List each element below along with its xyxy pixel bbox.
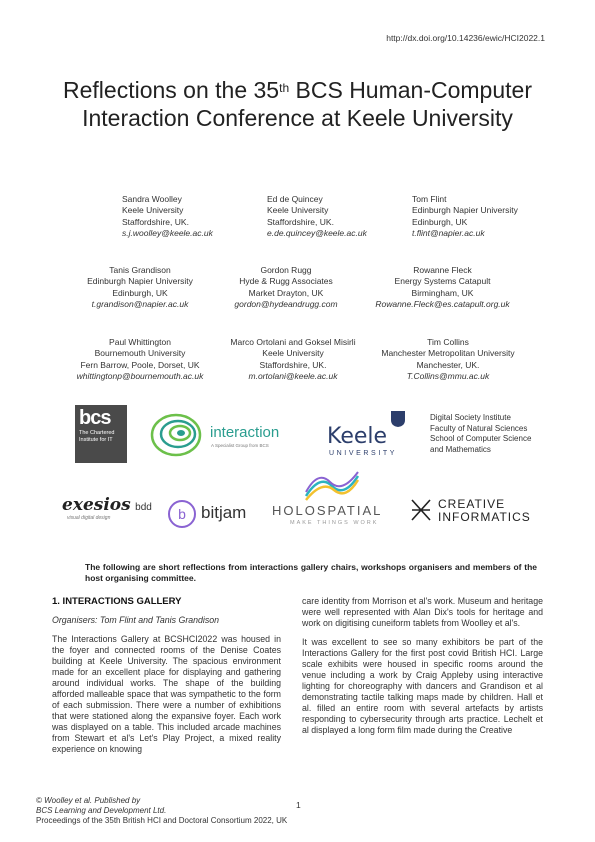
holospatial-wave-icon bbox=[302, 470, 362, 502]
body-paragraph: care identity from Morrison et al's work. Museum and heritage were well represented with Alan Dix's tools for heritage and work on digitising cuneiform tablets from Woolley et al's. bbox=[302, 596, 543, 628]
author-name: Marco Ortolani and Goksel Misirli bbox=[230, 337, 356, 347]
holospatial-logo bbox=[272, 470, 392, 530]
dsi-block bbox=[430, 413, 531, 455]
author-email[interactable]: s.j.woolley@keele.ac.uk bbox=[122, 227, 213, 238]
footer-publisher: BCS Learning and Development Ltd. bbox=[36, 806, 167, 815]
author-block bbox=[70, 337, 210, 382]
author-name: Gordon Rugg bbox=[260, 265, 312, 275]
bitjam-logo-word: bitjam bbox=[201, 503, 247, 522]
author-email[interactable]: gordon@hydeandrugg.com bbox=[234, 298, 338, 309]
footer-proceedings: Proceedings of the 35th British HCI and Doctoral Consortium 2022, UK bbox=[36, 816, 288, 825]
author-block bbox=[360, 265, 525, 310]
author-name: Sandra Woolley bbox=[122, 194, 182, 204]
intro-paragraph: The following are short reflections from interactions gallery chairs, workshops organisers and members of the host organising committee. bbox=[85, 562, 537, 583]
creative-informatics-logo bbox=[410, 497, 545, 525]
author-affiliation: Bournemouth University bbox=[94, 348, 186, 359]
author-email[interactable]: T.Collins@mmu.ac.uk bbox=[406, 370, 490, 381]
bcs-logo bbox=[75, 405, 127, 463]
creative-informatics-line1: CREATIVE bbox=[438, 497, 506, 511]
author-location: Edinburgh, UK bbox=[112, 287, 168, 298]
author-block bbox=[267, 194, 427, 239]
interaction-logo-word: interaction bbox=[210, 424, 280, 441]
dsi-line: Digital Society Institute bbox=[430, 413, 511, 422]
keele-logo-subtitle: UNIVERSITY bbox=[329, 450, 398, 457]
interaction-logo bbox=[150, 410, 295, 460]
author-affiliation: Edinburgh Napier University bbox=[412, 205, 518, 216]
dsi-line: School of Computer Science bbox=[430, 434, 532, 443]
author-email[interactable]: t.flint@napier.ac.uk bbox=[412, 227, 485, 238]
exesios-logo-word: exesios bbox=[62, 495, 131, 515]
doi-link[interactable]: http://dx.doi.org/10.14236/ewic/HCI2022.1 bbox=[386, 33, 545, 43]
bitjam-mark-icon: b bbox=[168, 500, 196, 528]
left-column bbox=[52, 596, 281, 763]
author-email[interactable]: whittingtonp@bournemouth.ac.uk bbox=[76, 370, 204, 381]
bitjam-logo bbox=[168, 500, 258, 532]
interaction-swirl-icon bbox=[150, 410, 202, 460]
author-affiliation: Keele University bbox=[267, 205, 329, 216]
author-location: Fern Barrow, Poole, Dorset, UK bbox=[80, 359, 200, 370]
author-location: Birmingham, UK bbox=[411, 287, 474, 298]
author-name: Tom Flint bbox=[412, 194, 447, 204]
author-affiliation: Hyde & Rugg Associates bbox=[239, 276, 333, 287]
bcs-logo-subtitle: The Chartered Institute for IT bbox=[79, 430, 115, 443]
holospatial-logo-word: HOLOSPATIAL bbox=[272, 503, 383, 518]
author-email[interactable]: e.de.quincey@keele.ac.uk bbox=[267, 227, 367, 238]
author-affiliation: Keele University bbox=[262, 348, 324, 359]
keele-logo bbox=[327, 410, 417, 460]
author-email[interactable]: t.grandison@napier.ac.uk bbox=[91, 298, 189, 309]
author-block bbox=[368, 337, 528, 382]
section-organisers: Organisers: Tom Flint and Tanis Grandison bbox=[52, 615, 220, 625]
exesios-logo bbox=[62, 495, 162, 531]
author-location: Staffordshire, UK. bbox=[267, 216, 334, 227]
holospatial-logo-subtitle: MAKE THINGS WORK bbox=[290, 520, 379, 526]
right-column bbox=[302, 596, 543, 744]
author-location: Staffordshire, UK. bbox=[122, 216, 189, 227]
creative-informatics-mark-icon bbox=[410, 498, 432, 522]
bcs-logo-mark: bcs bbox=[79, 407, 111, 429]
footer bbox=[36, 796, 287, 826]
creative-informatics-line2: INFORMATICS bbox=[438, 510, 531, 524]
dsi-line: Faculty of Natural Sciences bbox=[430, 423, 528, 433]
author-affiliation: Keele University bbox=[122, 205, 184, 216]
author-block bbox=[412, 194, 572, 239]
author-location: Market Drayton, UK bbox=[248, 287, 324, 298]
section-heading: 1. INTERACTIONS GALLERY bbox=[52, 596, 182, 607]
exesios-logo-suffix: bdd bbox=[135, 502, 152, 513]
author-name: Tanis Grandison bbox=[109, 265, 171, 275]
author-location: Edinburgh, UK bbox=[412, 216, 468, 227]
paper-title: Reflections on the 35th BCS Human-Computer Interaction Conference at Keele University bbox=[63, 77, 532, 131]
author-affiliation: Edinburgh Napier University bbox=[87, 276, 193, 287]
interaction-logo-subtitle: A Specialist Group from BCS bbox=[211, 443, 269, 448]
author-affiliation: Energy Systems Catapult bbox=[394, 276, 491, 287]
body-paragraph: It was excellent to see so many exhibitors be part of the Interactions Gallery for the first post covid British HCI. Large scale exhibits were housed in specific rooms around the venue including a work by Craig Appleby using interactive lighting for choreography with dancers and Grandison et al demonstrating tactile talking maps made by children. Hall et al. filled an entire room with several artefacts by artists responding to cybersecurity through arts practice. Lechelt et al displayed a long form film made during the Creative bbox=[302, 637, 543, 735]
body-paragraph: The Interactions Gallery at BCSHCI2022 was housed in the foyer and connected rooms of the Denise Coates building at Keele University. The spacious environment made for an excellent place for displaying and gathering around individual works. The shape of the building afforded malleable space that was sympathetic to the form of each submission. There were a number of exhibitions that were stationed along the expansive foyer. Each work was displayed on a table. This included arcade machines from Stewart et al's Let's Play Project, a mixed reality experience on knowing bbox=[52, 634, 281, 754]
author-location: Staffordshire, UK. bbox=[259, 359, 327, 370]
author-block bbox=[70, 265, 210, 310]
author-block bbox=[122, 194, 282, 239]
keele-logo-word: Keele bbox=[327, 424, 388, 449]
author-affiliation: Manchester Metropolitan University bbox=[381, 348, 515, 359]
author-block bbox=[216, 265, 356, 310]
dsi-line: and Mathematics bbox=[430, 444, 491, 454]
footer-copyright: © Woolley et al. Published by bbox=[36, 796, 141, 805]
keele-crest-icon bbox=[390, 410, 406, 428]
author-email[interactable]: m.ortolani@keele.ac.uk bbox=[248, 370, 338, 381]
author-email[interactable]: Rowanne.Fleck@es.catapult.org.uk bbox=[375, 298, 510, 309]
author-name: Ed de Quincey bbox=[267, 194, 323, 204]
author-block bbox=[218, 337, 368, 382]
exesios-logo-subtitle: visual digital design bbox=[67, 515, 111, 521]
author-location: Manchester, UK. bbox=[416, 359, 480, 370]
author-name: Tim Collins bbox=[427, 337, 469, 347]
author-name: Paul Whittington bbox=[109, 337, 171, 347]
page-number: 1 bbox=[296, 800, 301, 810]
author-name: Rowanne Fleck bbox=[413, 265, 472, 275]
